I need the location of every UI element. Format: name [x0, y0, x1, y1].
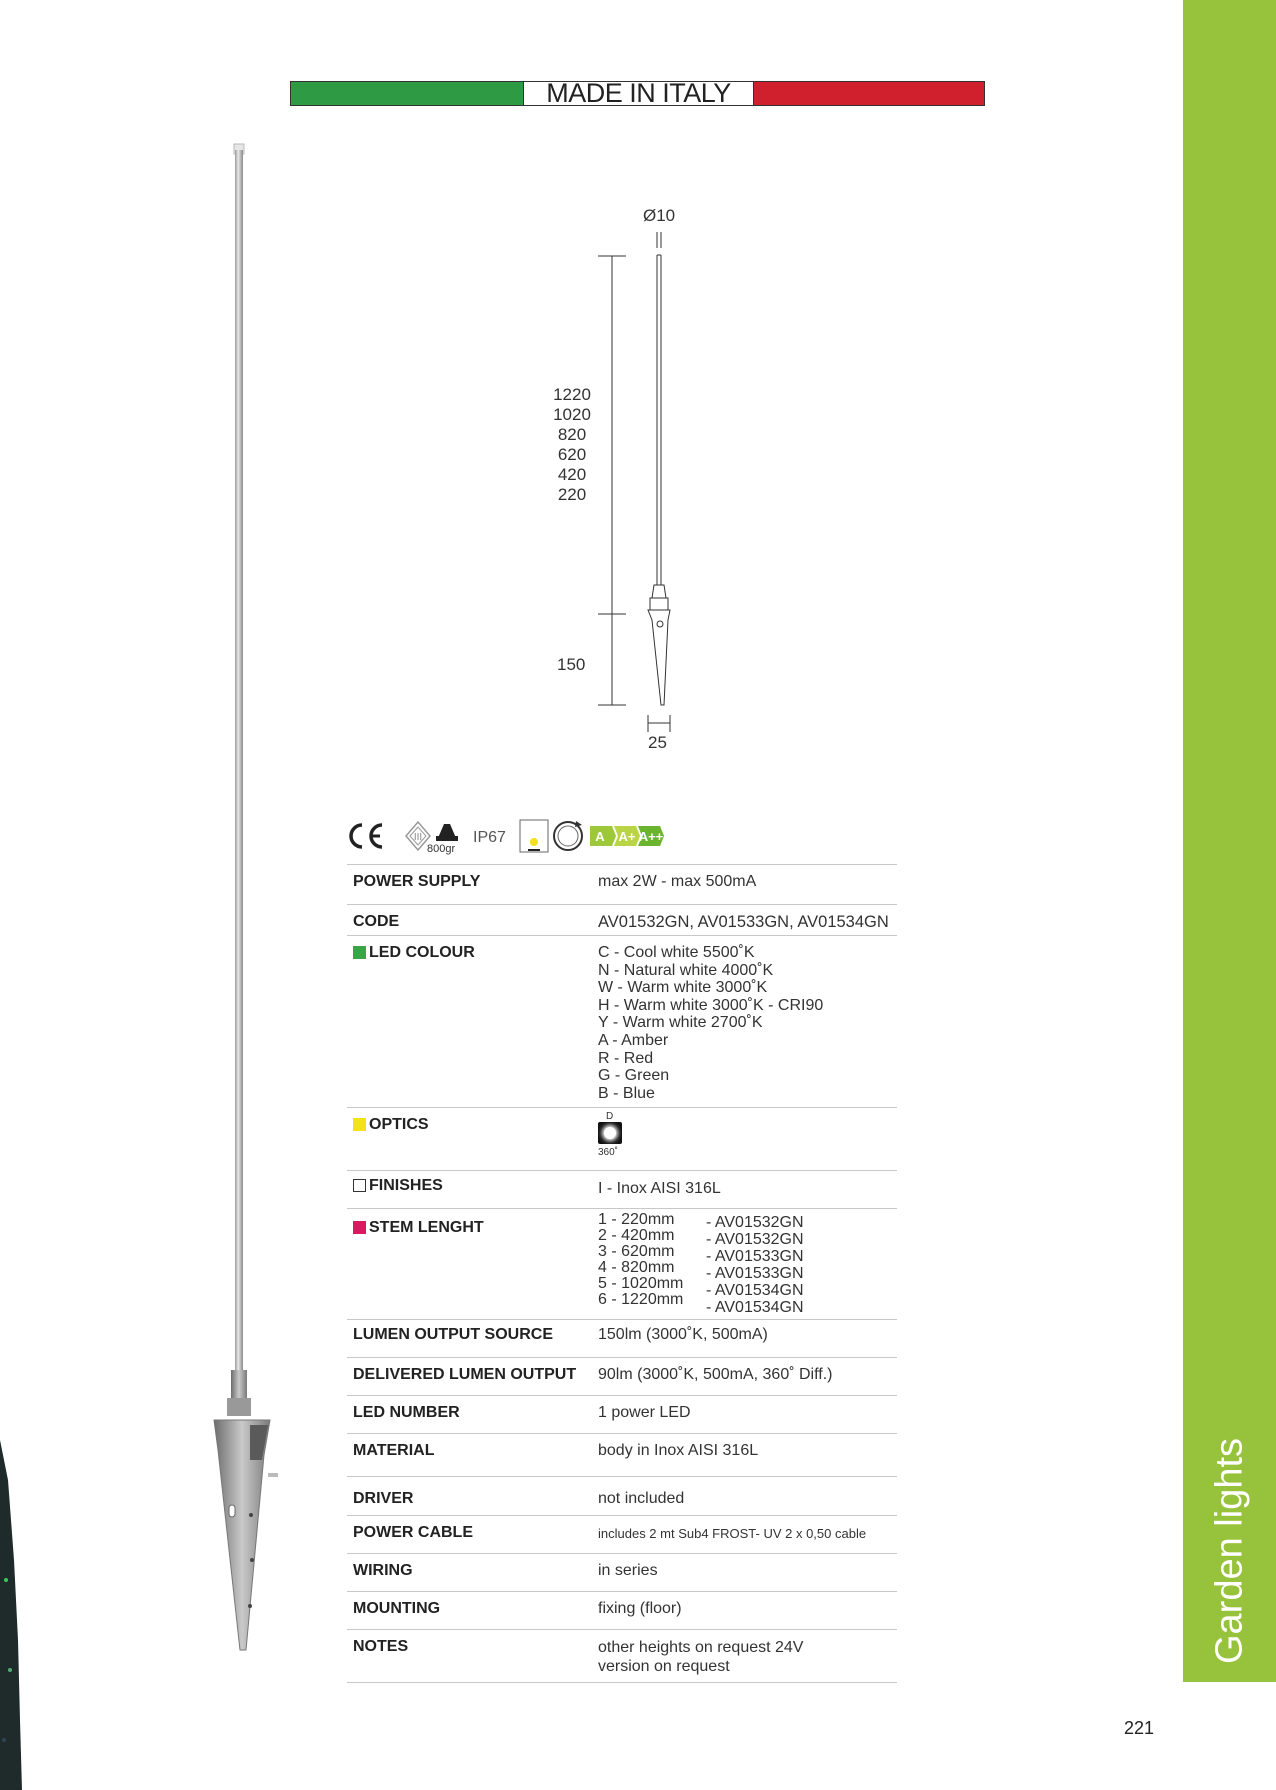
certification-icons [346, 816, 696, 856]
spec-label: DELIVERED LUMEN OUTPUT [353, 1366, 577, 1383]
spec-row-power-supply [347, 864, 897, 904]
list-item: - AV01532GN [706, 1214, 804, 1231]
spec-row-led-colour [347, 935, 897, 1107]
spec-row-notes [347, 1629, 897, 1683]
yellow-square-icon [353, 1118, 366, 1131]
list-item: 3 - 620mm [598, 1243, 675, 1260]
spec-row-code [347, 904, 897, 935]
led-colour-list [598, 936, 897, 1107]
category-label [1183, 1420, 1276, 1682]
spec-value: 1 power LED [598, 1404, 691, 1421]
list-item: N - Natural white 4000˚K [598, 961, 774, 979]
spec-value: includes 2 mt Sub4 FROST- UV 2 x 0,50 cable [598, 1526, 867, 1541]
spec-value: 90lm (3000˚K, 500mA, 360˚ Diff.) [598, 1366, 833, 1383]
list-item: - AV01532GN [706, 1231, 804, 1248]
spec-row-material [347, 1433, 897, 1476]
spec-label-led-colour [347, 936, 598, 1107]
spec-label-optics [347, 1108, 598, 1170]
list-item: 2 - 420mm [598, 1227, 675, 1244]
flag-green [291, 82, 524, 105]
list-item: - AV01533GN [706, 1265, 804, 1282]
spec-label: NOTES [353, 1638, 409, 1655]
bulb-icon [520, 820, 548, 852]
dim-height-220: 220 [557, 485, 587, 504]
dim-width: 25 [648, 733, 667, 752]
flag-red [754, 82, 984, 105]
energy-class-icon [590, 826, 664, 846]
made-in-italy-banner [290, 78, 985, 108]
rotation-icon [554, 821, 582, 850]
optics-value [598, 1108, 897, 1170]
dim-height-1020: 1020 [553, 405, 591, 424]
optics-angle: 360˚ [598, 1147, 619, 1158]
spec-value: other heights on request 24V version on request [598, 1639, 804, 1675]
spec-row-delivered-lumen [347, 1357, 897, 1395]
spec-value: 150lm (3000˚K, 500mA) [598, 1326, 768, 1343]
list-item: - AV01534GN [706, 1282, 804, 1299]
list-item: 4 - 820mm [598, 1259, 675, 1276]
magenta-square-icon [353, 1221, 366, 1234]
spec-row-led-number [347, 1395, 897, 1433]
weight-icon [436, 824, 458, 841]
list-item: 6 - 1220mm [598, 1291, 684, 1308]
spec-label: CODE [353, 913, 400, 930]
list-item: - AV01533GN [706, 1248, 804, 1265]
spec-row-optics [347, 1107, 897, 1170]
spec-label: LED COLOUR [369, 944, 475, 961]
stem-length-column [598, 1212, 706, 1319]
list-item: R - Red [598, 1049, 654, 1067]
list-item: H - Warm white 3000˚K - CRI90 [598, 996, 824, 1014]
list-item: - AV01534GN [706, 1299, 804, 1316]
spec-label: MOUNTING [353, 1600, 441, 1617]
svg-text:III: III [413, 832, 423, 843]
flag-text: MADE IN ITALY [524, 82, 754, 105]
spec-row-mounting [347, 1591, 897, 1629]
stem-length-list [598, 1209, 897, 1319]
spec-value: max 2W - max 500mA [598, 873, 757, 890]
optics-code: D [606, 1111, 614, 1122]
list-item: C - Cool white 5500˚K [598, 944, 755, 961]
dim-height-1220: 1220 [553, 385, 591, 404]
list-item: Y - Warm white 2700˚K [598, 1014, 763, 1032]
spec-label-finishes [347, 1171, 598, 1208]
list-item: G - Green [598, 1067, 670, 1085]
spec-label: WIRING [353, 1562, 413, 1579]
list-item: B - Blue [598, 1084, 655, 1102]
list-item: 1 - 220mm [598, 1211, 675, 1228]
spec-label: DRIVER [353, 1490, 414, 1507]
stem-code-column [706, 1212, 804, 1319]
dim-spike: 150 [557, 655, 586, 674]
spec-row-wiring [347, 1553, 897, 1591]
spec-label: POWER SUPPLY [353, 873, 481, 890]
dim-diameter: Ø10 [643, 206, 676, 225]
background-foliage [0, 1440, 22, 1790]
spec-label: LUMEN OUTPUT SOURCE [353, 1326, 553, 1343]
ce-icon [351, 825, 382, 847]
ip-rating-icon: IP67 [473, 829, 506, 846]
spec-row-power-cable [347, 1515, 897, 1553]
white-square-icon [353, 1179, 366, 1192]
spec-row-driver [347, 1476, 897, 1515]
spec-label: STEM LENGHT [369, 1219, 484, 1236]
spec-label: MATERIAL [353, 1442, 435, 1459]
spec-row-finishes [347, 1170, 897, 1208]
page-number: 221 [1124, 1718, 1155, 1738]
svg-text:A++: A++ [638, 829, 664, 844]
weight-label: 800gr [427, 843, 456, 855]
dim-height-420: 420 [557, 465, 587, 484]
spec-label: LED NUMBER [353, 1404, 460, 1421]
spec-row-stem-length [347, 1208, 897, 1319]
spec-label: POWER CABLE [353, 1524, 473, 1541]
spec-value: I - Inox AISI 316L [598, 1180, 721, 1197]
spec-value: in series [598, 1562, 658, 1579]
spec-label: OPTICS [369, 1116, 429, 1133]
spec-label-stem [347, 1209, 598, 1319]
dim-height-620: 620 [557, 445, 587, 464]
spec-value: AV01532GN, AV01533GN, AV01534GN [598, 913, 889, 931]
diffuser-optic-icon [598, 1122, 622, 1144]
category-label-text: Garden lights [1208, 1437, 1250, 1665]
dim-heights [552, 385, 592, 505]
green-square-icon [353, 946, 366, 959]
spec-value: not included [598, 1490, 685, 1507]
spec-value: fixing (floor) [598, 1600, 682, 1617]
list-item: W - Warm white 3000˚K [598, 979, 768, 997]
dim-height-820: 820 [557, 425, 587, 444]
svg-text:A+: A+ [618, 829, 636, 844]
list-item: A - Amber [598, 1031, 669, 1049]
product-photo [200, 140, 290, 1660]
spec-row-lumen-source [347, 1319, 897, 1357]
spec-label: FINISHES [369, 1177, 443, 1194]
list-item: 5 - 1020mm [598, 1275, 684, 1292]
spec-table [347, 864, 897, 1683]
spec-value: body in Inox AISI 316L [598, 1442, 759, 1459]
svg-text:A: A [595, 829, 605, 844]
